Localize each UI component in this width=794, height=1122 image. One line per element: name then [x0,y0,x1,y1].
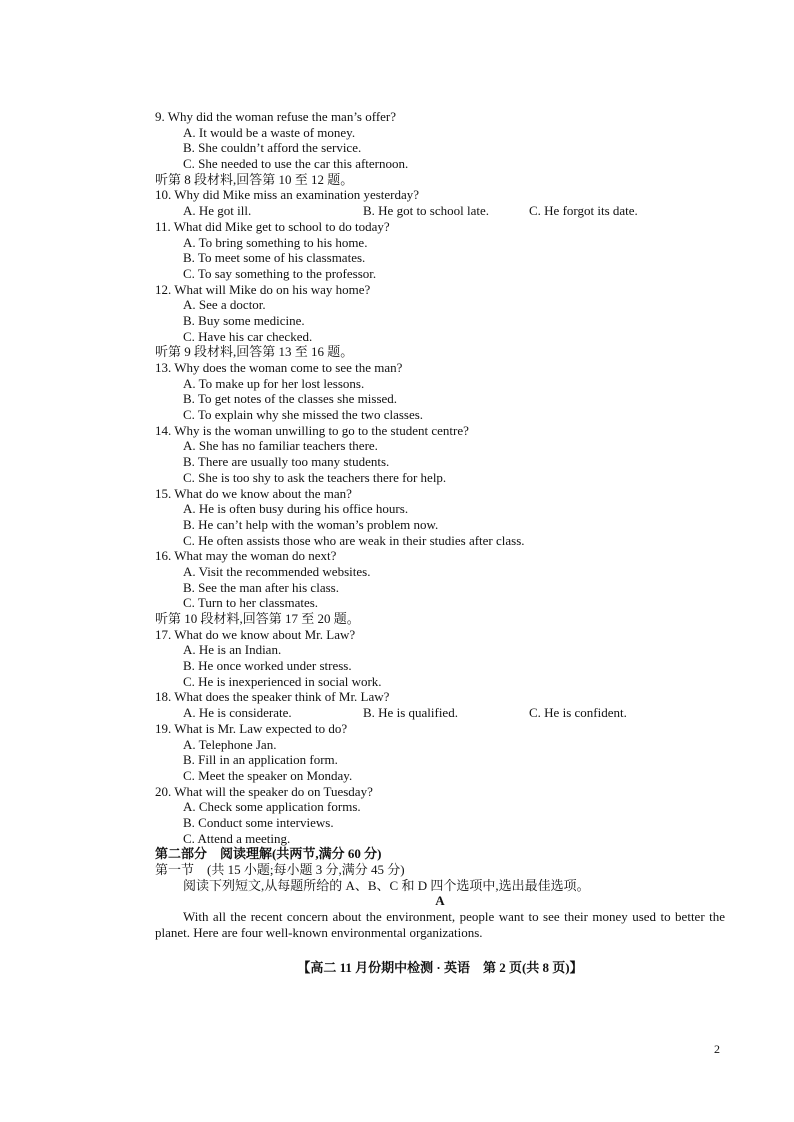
directions-line: 阅读下列短文,从每题所给的 A、B、C 和 D 四个选项中,选出最佳选项。 [183,877,590,893]
option-item: A. He is considerate. [183,705,292,721]
option-line: C. He is inexperienced in social work. [183,673,382,689]
option-item: B. He got to school late. [363,203,490,219]
option-line: A. She has no familiar teachers there. [183,438,378,454]
option-line: A. Check some application forms. [183,799,361,815]
instruction-line: 听第 10 段材料,回答第 17 至 20 题。 [155,611,360,626]
option-item: C. He forgot its date. [529,203,638,219]
question-line: 13. Why does the woman come to see the man? [155,360,403,375]
instruction-line: 第一节 (共 15 小题;每小题 3 分,满分 45 分) [155,862,405,877]
question-line: 18. What does the speaker think of Mr. Law? [155,689,390,705]
exam-content [155,109,725,940]
option-line: A. He is an Indian. [183,642,282,658]
question-line: 19. What is Mr. Law expected to do? [155,720,348,736]
option-row [155,203,725,219]
option-line: A. He is often busy during his office hours. [183,501,409,517]
option-line: C. He often assists those who are weak in their studies after class. [183,532,525,548]
question-line: 17. What do we know about Mr. Law? [155,626,356,642]
section-heading: 第二部分 阅读理解(共两节,满分 60 分) [155,846,382,862]
option-row [155,705,725,721]
option-line: C. Have his car checked. [183,328,313,344]
option-line: B. She couldn’t afford the service. [183,140,362,156]
option-line: C. Turn to her classmates. [183,595,319,611]
instruction-line: 听第 8 段材料,回答第 10 至 12 题。 [155,171,354,187]
option-line: C. To explain why she missed the two classes. [183,407,424,423]
option-item: A. He got ill. [183,203,252,219]
page-number: 2 [714,1042,720,1056]
option-line: B. Buy some medicine. [183,312,305,328]
option-line: C. Meet the speaker on Monday. [183,767,353,783]
passage-paragraph: With all the recent concern about the environment, people want to see their money used to better the planet. Here are four well-known environmental organizations. [155,909,725,940]
option-line: A. Visit the recommended websites. [183,563,371,579]
option-line: B. Fill in an application form. [183,752,338,768]
option-line: B. To meet some of his classmates. [183,250,366,266]
option-line: B. He once worked under stress. [183,658,352,674]
option-line: B. See the man after his class. [183,579,339,595]
question-line: 9. Why did the woman refuse the man’s offer? [155,109,397,124]
option-item: C. He is confident. [529,705,627,721]
option-line: A. To bring something to his home. [183,234,368,250]
question-line: 20. What will the speaker do on Tuesday? [155,783,373,799]
passage-label: A [435,893,445,909]
option-line: C. She is too shy to ask the teachers there for help. [183,469,447,485]
option-line: A. It would be a waste of money. [183,124,356,140]
option-line: C. Attend a meeting. [183,830,291,846]
option-line: B. He can’t help with the woman’s problem now. [183,516,439,532]
option-line: C. To say something to the professor. [183,265,377,281]
instruction-line: 听第 9 段材料,回答第 13 至 16 题。 [155,344,354,360]
question-line: 14. Why is the woman unwilling to go to the student centre? [155,422,469,438]
question-line: 10. Why did Mike miss an examination yesterday? [155,187,420,203]
option-line: A. See a doctor. [183,297,266,313]
question-line: 16. What may the woman do next? [155,548,337,564]
page-footer: 【高二 11 月份期中检测 · 英语 第 2 页(共 8 页)】 [297,960,583,975]
question-line: 12. What will Mike do on his way home? [155,281,371,297]
option-line: B. To get notes of the classes she missed. [183,391,398,407]
option-line: A. To make up for her lost lessons. [183,375,365,391]
option-line: A. Telephone Jan. [183,736,277,752]
question-line: 15. What do we know about the man? [155,485,352,501]
option-line: B. There are usually too many students. [183,454,390,470]
option-item: B. He is qualified. [363,705,458,721]
option-line: C. She needed to use the car this afternoon. [183,156,409,172]
question-line: 11. What did Mike get to school to do today? [155,218,390,234]
option-line: B. Conduct some interviews. [183,814,334,830]
